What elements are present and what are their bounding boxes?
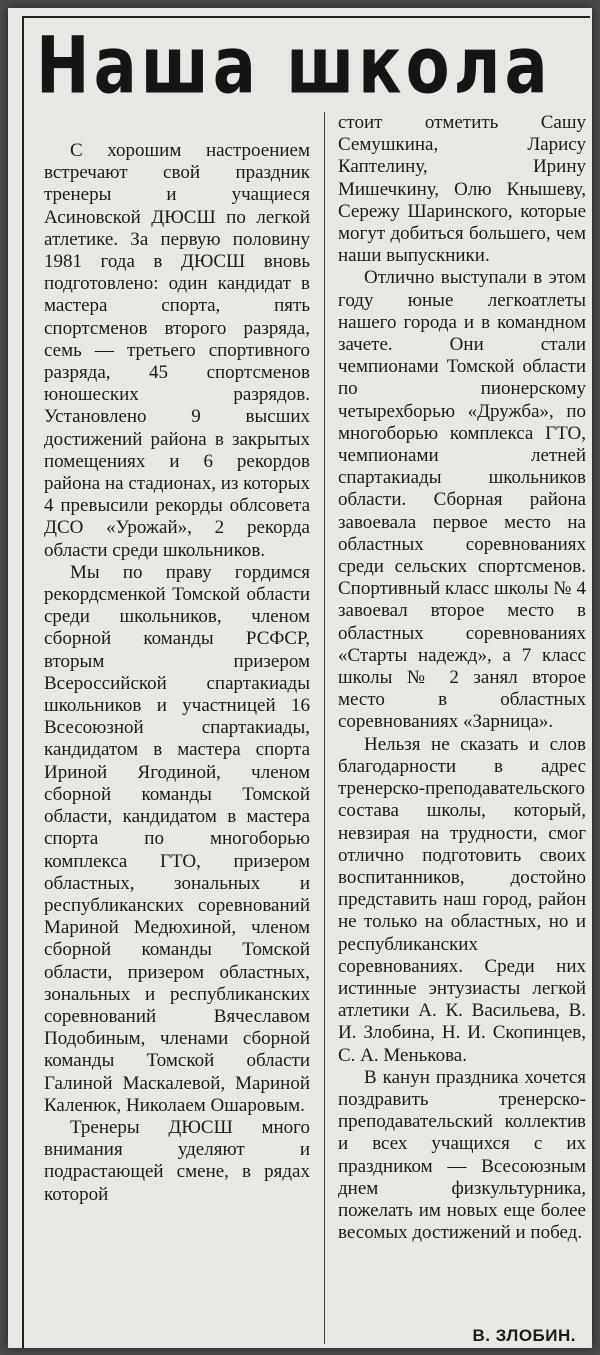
left-column bbox=[44, 140, 310, 1206]
column-divider bbox=[324, 112, 325, 1344]
right-column bbox=[338, 112, 586, 1244]
right-paragraph-3: Нельзя не сказать и слов благодарности в адрес тренерско-преподавательского состава школы, который, невзирая на трудности, смог отлично подготовить своих воспитанников, достойно представить наш город, район не только на областных, но и республиканских соревнованиях. Среди них истинные энтузиасты легкой атлетики А. К. Васильева, В. И. Злобина, Н. И. Скопинцев, С. А. Менькова. bbox=[338, 733, 586, 1066]
left-paragraph-2: Мы по праву гордимся рекордсменкой Томской области среди школьников, членом сборной команды РСФСР, вторым призером Всероссийской спартакиады школьников и участницей 16 Всесоюзной спартакиады, кандидатом в мастера спорта Ириной Ягодиной, членом сборной команды Томской области, кандидатом в мастера спорта по многоборью комплекса ГТО, призером областных, зональных и республиканских соревнований Мариной Медюхиной, членом сборной команды Томской области, призером областных, зональных и республиканских соревнований Вячеславом Подобиным, членами сборной команды Томской области Галиной Маскалевой, Мариной Каленюк, Николаем Ошаровым. bbox=[44, 561, 310, 1116]
article-headline: Наша школа bbox=[36, 21, 552, 113]
right-paragraph-2: Отлично выступали в этом году юные легкоатлеты нашего города и в командном зачете. Они стали чемпионами Томской области по пионерскому четырехборью «Дружба», по многоборью комплекса ГТО, чемпионами летней спартакиады школьников области. Сборная района завоевала первое место на областных соревнованиях среди сельских спортсменов. Спортивный класс школы № 4 завоевал второе место в областных соревнованиях «Старты надежд», а 7 класс школы № 2 занял второе место в областных соревнованиях «Зарница». bbox=[338, 267, 586, 733]
left-paragraph-1: С хорошим настроением встречают свой праздник тренеры и учащиеся Асиновской ДЮСШ по легкой атлетике. За первую половину 1981 года в ДЮСШ вновь подготовлено: один кандидат в мастера спорта, пять спортсменов второго разряда, семь — третьего спортивного разряда, 45 спортсменов юношеских разрядов. Установлено 9 высших достижений района в закрытых помещениях и 6 рекордов района на стадионах, из которых 4 превысили рекорды облсовета ДСО «Урожай», 2 рекорда области среди школьников. bbox=[44, 140, 310, 561]
right-paragraph-1: стоит отметить Сашу Семушкина, Ларису Каптелину, Ирину Мишечкину, Олю Кнышеву, Сережу Шаринского, которые могут добиться большего, чем наши выпускники. bbox=[338, 112, 586, 267]
author-signature: В. ЗЛОБИН. bbox=[472, 1326, 576, 1345]
left-paragraph-3: Тренеры ДЮСШ много внимания уделяют и подрастающей смене, в рядах которой bbox=[44, 1116, 310, 1205]
right-paragraph-4: В канун праздника хочется поздравить тренерско-преподавательский коллектив и всех учащихся с их праздником — Всесоюзным днем физкультурника, пожелать им новых еще более весомых достижений и побед. bbox=[338, 1066, 586, 1244]
newspaper-clipping bbox=[8, 8, 592, 1348]
